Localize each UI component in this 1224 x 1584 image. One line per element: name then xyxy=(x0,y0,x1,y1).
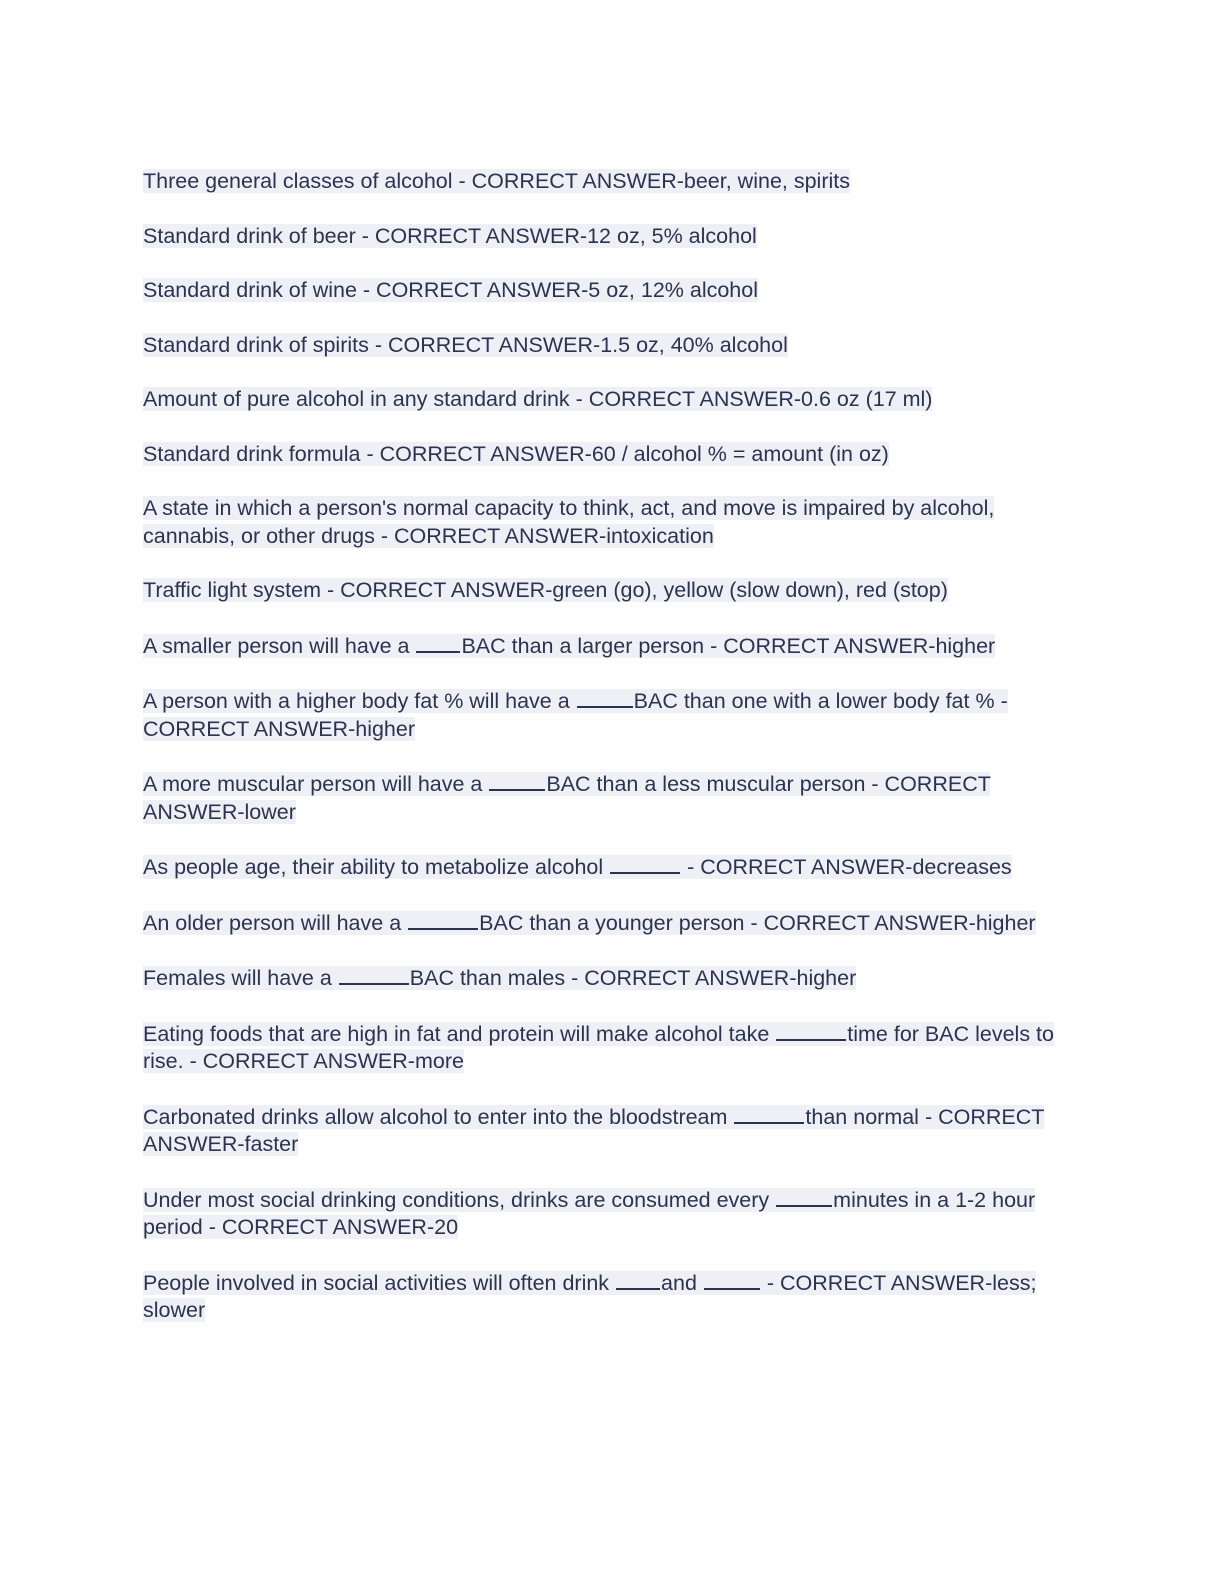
qa-item: A state in which a person's normal capacity to think, act, and move is impaired by alcohol, cannabis, or other drugs - CORRECT ANSWER-intoxication xyxy=(143,496,995,548)
qa-item: A person with a higher body fat % will have a BAC than one with a lower body fat % - CORRECT ANSWER-higher xyxy=(143,689,1008,741)
qa-item: Carbonated drinks allow alcohol to enter into the bloodstream than normal - CORRECT ANSWER-faster xyxy=(143,1104,1044,1156)
qa-item: Standard drink of beer - CORRECT ANSWER-12 oz, 5% alcohol xyxy=(143,223,757,248)
fill-blank xyxy=(489,770,545,791)
qa-item: Standard drink of spirits - CORRECT ANSWER-1.5 oz, 40% alcohol xyxy=(143,332,788,357)
qa-item: As people age, their ability to metabolize alcohol - CORRECT ANSWER-decreases xyxy=(143,855,1012,879)
qa-item: Standard drink of wine - CORRECT ANSWER-5 oz, 12% alcohol xyxy=(143,278,759,302)
qa-item: Under most social drinking conditions, drinks are consumed every minutes in a 1-2 hour period - CORRECT ANSWER-20 xyxy=(143,1187,1036,1239)
fill-blank xyxy=(776,1186,832,1207)
fill-blank xyxy=(776,1020,846,1041)
fill-blank xyxy=(339,964,409,985)
qa-item: A more muscular person will have a BAC than a less muscular person - CORRECT ANSWER-lower xyxy=(143,772,991,824)
fill-blank xyxy=(616,1269,660,1290)
qa-item: Traffic light system - CORRECT ANSWER-green (go), yellow (slow down), red (stop) xyxy=(143,578,948,602)
qa-item: Three general classes of alcohol - CORRECT ANSWER-beer, wine, spirits xyxy=(143,169,850,193)
fill-blank xyxy=(734,1103,804,1124)
qa-item: Standard drink formula - CORRECT ANSWER-60 / alcohol % = amount (in oz) xyxy=(143,441,889,466)
qa-item: Amount of pure alcohol in any standard drink - CORRECT ANSWER-0.6 oz (17 ml) xyxy=(143,387,933,411)
qa-item: Females will have a BAC than males - CORRECT ANSWER-higher xyxy=(143,966,857,990)
qa-item: An older person will have a BAC than a younger person - CORRECT ANSWER-higher xyxy=(143,910,1036,935)
fill-blank xyxy=(704,1269,760,1290)
fill-blank xyxy=(408,909,478,930)
fill-blank xyxy=(577,687,633,708)
fill-blank xyxy=(610,853,680,874)
qa-item: People involved in social activities will often drink and - CORRECT ANSWER-less; slower xyxy=(143,1270,1037,1322)
fill-blank xyxy=(416,632,460,653)
qa-item: Eating foods that are high in fat and protein will make alcohol take time for BAC levels to rise. - CORRECT ANSWER-more xyxy=(143,1021,1054,1073)
qa-item: A smaller person will have a BAC than a larger person - CORRECT ANSWER-higher xyxy=(143,633,996,658)
document-page xyxy=(143,168,1073,1352)
